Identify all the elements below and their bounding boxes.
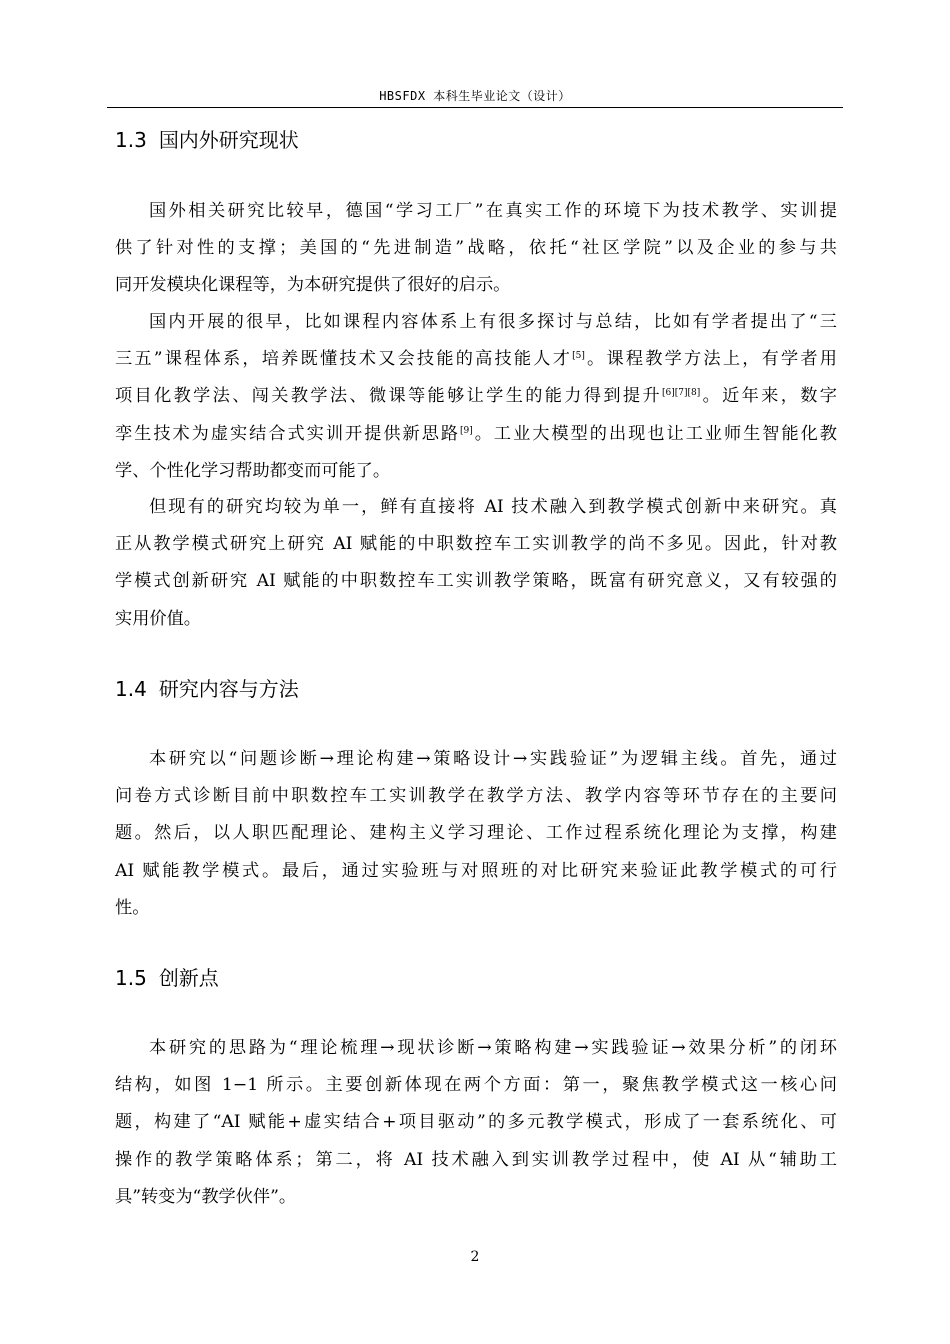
- section-number: 1.3: [115, 128, 147, 152]
- paragraph: [115, 193, 837, 305]
- text-segment: 。工业大模型的出现也让工业师生智能化教: [472, 423, 837, 444]
- section-number: 1.4: [115, 677, 147, 701]
- section-number: 1.5: [115, 966, 147, 990]
- citation: [5]: [572, 351, 585, 362]
- text-line: [115, 341, 837, 378]
- citation: [6][7][8]: [661, 388, 701, 399]
- page-number: 2: [470, 1249, 480, 1265]
- text-segment: 。近年来，数字: [700, 386, 837, 407]
- text-line: 学、个性化学习帮助都变而可能了。: [115, 460, 391, 481]
- text-line: 国外相关研究比较早，德国“学习工厂”在真实工作的环境下为技术教学、实训提: [149, 201, 837, 221]
- text-line: [115, 378, 837, 415]
- text-line: 具”转变为“教学伙伴”。: [115, 1186, 297, 1207]
- text-line: 正从教学模式研究上研究 AI 赋能的中职数控车工实训教学的尚不多见。因此，针对教: [115, 534, 837, 555]
- header-rule: [107, 107, 843, 108]
- text-line: 本研究以“问题诊断→理论构建→策略设计→实践验证”为逻辑主线。首先，通过: [149, 749, 837, 769]
- text-segment: 孪生技术为虚实结合式实训开提供新思路: [115, 423, 461, 444]
- text-line: 结构，如图 1−1 所示。主要创新体现在两个方面：第一，聚焦教学模式这一核心问: [115, 1075, 837, 1096]
- text-segment: 项目化教学法、闯关教学法、微课等能够让学生的能力得到提升: [115, 386, 662, 407]
- text-segment: 三五”课程体系，培养既懂技术又会技能的高技能人才: [115, 349, 573, 370]
- section-heading-1-3: [115, 126, 299, 154]
- text-line: 同开发模块化课程等，为本研究提供了很好的启示。: [115, 275, 511, 296]
- paragraph: [115, 741, 837, 927]
- paragraph: [115, 304, 837, 490]
- text-line: AI 赋能教学模式。最后，通过实验班与对照班的对比研究来验证此教学模式的可行: [115, 860, 837, 881]
- text-line: 问卷方式诊断目前中职数控车工实训教学在教学方法、教学内容等环节存在的主要问: [115, 786, 837, 807]
- text-line: 题。然后，以人职匹配理论、建构主义学习理论、工作过程系统化理论为支撑，构建: [115, 823, 837, 844]
- citation: [9]: [460, 425, 473, 436]
- section-heading-1-5: [115, 964, 219, 992]
- section-heading-1-4: [115, 675, 299, 703]
- text-line: 但现有的研究均较为单一，鲜有直接将 AI 技术融入到教学模式创新中来研究。真: [149, 497, 837, 517]
- page-header: HBSFDX 本科生毕业论文（设计）: [379, 89, 571, 103]
- paragraph: [115, 489, 837, 638]
- text-line: 实用价值。: [115, 608, 201, 629]
- text-line: 本研究的思路为“理论梳理→现状诊断→策略构建→实践验证→效果分析”的闭环: [149, 1038, 837, 1058]
- section-title: 创新点: [158, 966, 219, 990]
- text-line: 性。: [115, 897, 150, 918]
- text-line: 题，构建了“AI 赋能+虚实结合+项目驱动”的多元教学模式，形成了一套系统化、可: [115, 1112, 837, 1133]
- text-line: 学模式创新研究 AI 赋能的中职数控车工实训教学策略，既富有研究意义，又有较强的: [115, 571, 837, 592]
- section-title: 国内外研究现状: [158, 128, 299, 152]
- paragraph: [115, 1030, 837, 1216]
- text-line: 国内开展的很早，比如课程内容体系上有很多探讨与总结，比如有学者提出了“三: [149, 312, 837, 332]
- text-segment: 。课程教学方法上，有学者用: [584, 349, 837, 370]
- text-line: 供了针对性的支撑；美国的“先进制造”战略，依托“社区学院”以及企业的参与共: [115, 238, 837, 259]
- text-line: [115, 416, 837, 453]
- text-line: 操作的教学策略体系；第二，将 AI 技术融入到实训教学过程中，使 AI 从“辅助工: [115, 1149, 837, 1170]
- section-title: 研究内容与方法: [158, 677, 299, 701]
